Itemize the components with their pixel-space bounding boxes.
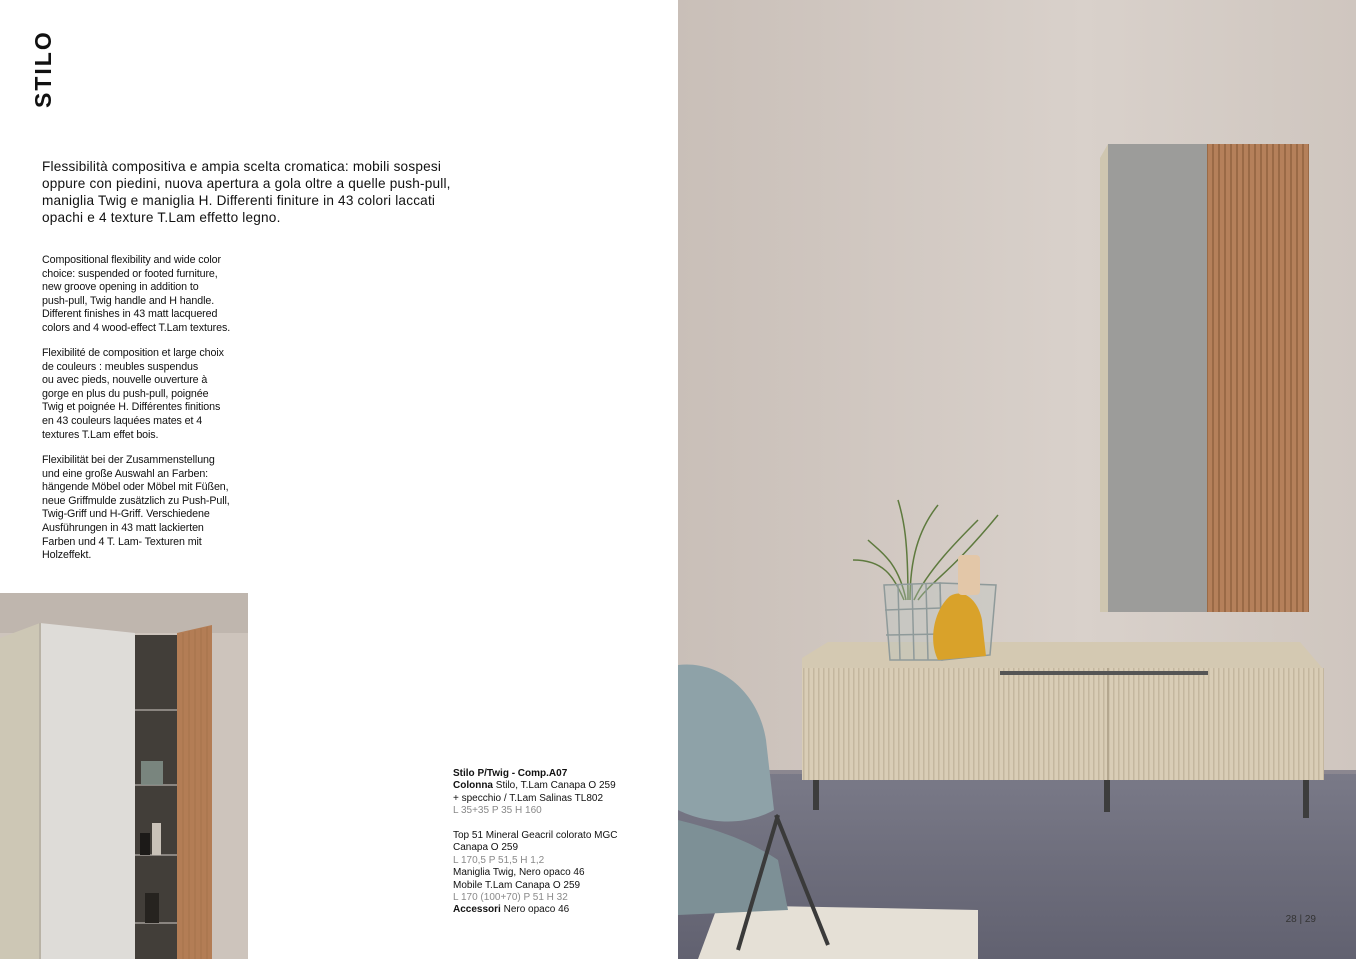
accessories-label: Accessori bbox=[453, 904, 501, 916]
product-caption bbox=[453, 768, 668, 917]
page-title: STILO bbox=[30, 30, 56, 108]
colonna-label: Colonna bbox=[453, 780, 493, 792]
top-dimensions: L 170,5 P 51,5 H 1,2 bbox=[453, 854, 545, 866]
paragraph-french: Flexibilité de composition et large choix de couleurs : meubles suspendus ou avec pieds, nouvelle ouverture à gorge en plus du push-pull, poignée Twig et poignée H. Différentes finitions en 43 couleurs laquées mates et 4 textures T.Lam effet bois. bbox=[42, 347, 224, 441]
basket-icon bbox=[884, 583, 942, 660]
intro-italian: Flessibilità compositiva e ampia scelta cromatica: mobili sospesi oppure con piedini, nuova apertura a gola oltre a quelle push-pull, maniglia Twig e maniglia H. Differenti finiture in 43 colori laccati opachi e 4 texture T.Lam effetto legno. bbox=[42, 159, 451, 225]
vanity-unit bbox=[802, 668, 1324, 780]
open-column-image bbox=[0, 593, 248, 959]
colonna-text: Stilo, T.Lam Canapa O 259 bbox=[493, 780, 616, 792]
wood-door bbox=[1207, 144, 1309, 612]
bathroom-scene-image bbox=[678, 0, 1356, 959]
accessories-text: Nero opaco 46 bbox=[500, 904, 570, 916]
handle-spec: Maniglia Twig, Nero opaco 46 bbox=[453, 867, 585, 879]
column-dimensions: L 35+35 P 35 H 160 bbox=[453, 805, 542, 817]
room-photo bbox=[678, 0, 1356, 959]
unit-dimensions: L 170 (100+70) P 51 H 32 bbox=[453, 892, 568, 904]
paragraph-english: Compositional flexibility and wide color choice: suspended or footed furniture, new groove opening in addition to push-pull, Twig handle and H handle. Different finishes in 43 matt lacquered colors and 4 wood-effect T.Lam textures. bbox=[42, 254, 231, 334]
mirror-spec: + specchio / T.Lam Salinas TL802 bbox=[453, 792, 603, 804]
page-number: 28 | 29 bbox=[1285, 914, 1316, 925]
detail-photo bbox=[0, 593, 248, 959]
unit-spec: Mobile T.Lam Canapa O 259 bbox=[453, 879, 581, 891]
rug-icon bbox=[698, 905, 978, 959]
paragraph-german: Flexibilität bei der Zusammenstellung und eine große Auswahl an Farben: hängende Möbel oder Möbel mit Füßen, neue Griffmulde zusätzlich zu Push-Pull, Twig-Griff und H-Griff. Verschiedene Ausführungen in 43 matt lackierten Farben und 4 T. Lam- Texturen mit Holzeffekt. bbox=[42, 454, 230, 562]
top-spec: Top 51 Mineral Geacril colorato MGC bbox=[453, 830, 618, 842]
top-color: Canapa O 259 bbox=[453, 842, 519, 854]
caption-heading: Stilo P/Twig - Comp.A07 bbox=[453, 768, 568, 779]
mirror-door bbox=[1108, 144, 1208, 612]
